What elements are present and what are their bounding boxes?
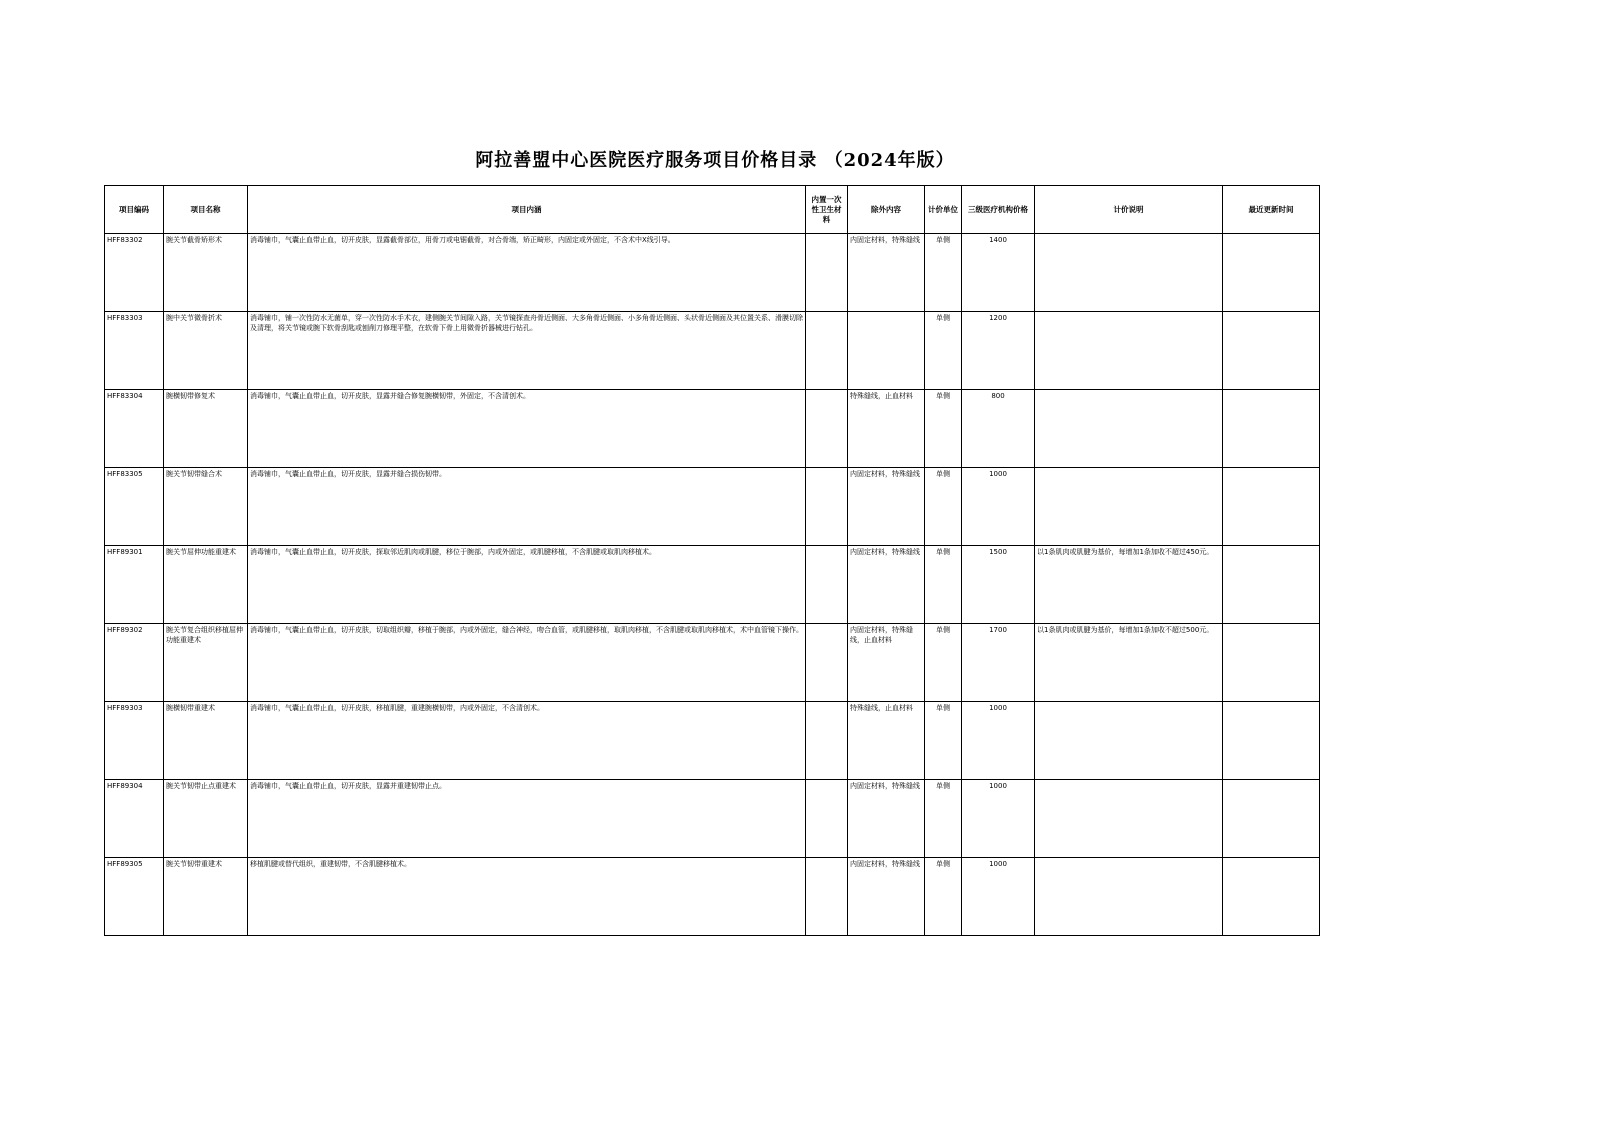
- item-code-cell: HFF83304: [105, 390, 164, 468]
- item-material-cell: [806, 234, 848, 312]
- item-price-cell: 1000: [962, 858, 1035, 936]
- item-updated-cell: [1223, 312, 1320, 390]
- item-excluded-cell: [848, 312, 925, 390]
- item-note-cell: 以1条肌肉或肌腱为基价，每增加1条加收不超过450元。: [1035, 546, 1223, 624]
- item-code-cell: HFF83302: [105, 234, 164, 312]
- item-name-cell: 腕中关节微骨折术: [164, 312, 248, 390]
- item-code-cell: HFF89301: [105, 546, 164, 624]
- item-excluded-cell: 内固定材料，特殊缝线: [848, 858, 925, 936]
- item-name-cell: 腕横韧带修复术: [164, 390, 248, 468]
- col-header-note: 计价说明: [1035, 186, 1223, 234]
- item-updated-cell: [1223, 780, 1320, 858]
- item-code-cell: HFF89302: [105, 624, 164, 702]
- table-header: [105, 186, 1320, 234]
- item-note-cell: [1035, 312, 1223, 390]
- item-unit-cell: 单侧: [925, 780, 962, 858]
- item-material-cell: [806, 624, 848, 702]
- item-note-cell: [1035, 390, 1223, 468]
- item-updated-cell: [1223, 546, 1320, 624]
- item-content-cell: 移植肌腱或替代组织，重建韧带，不含肌腱移植术。: [248, 858, 806, 936]
- item-code-cell: HFF89303: [105, 702, 164, 780]
- item-unit-cell: 单侧: [925, 390, 962, 468]
- item-unit-cell: 单侧: [925, 624, 962, 702]
- item-code-cell: HFF83303: [105, 312, 164, 390]
- col-header-updated: 最近更新时间: [1223, 186, 1320, 234]
- item-unit-cell: 单侧: [925, 546, 962, 624]
- item-material-cell: [806, 858, 848, 936]
- col-header-content: 项目内涵: [248, 186, 806, 234]
- item-updated-cell: [1223, 234, 1320, 312]
- table-row: [105, 468, 1320, 546]
- item-code-cell: HFF89304: [105, 780, 164, 858]
- item-price-cell: 1700: [962, 624, 1035, 702]
- table-row: [105, 234, 1320, 312]
- item-unit-cell: 单侧: [925, 234, 962, 312]
- item-name-cell: 腕关节韧带重建术: [164, 858, 248, 936]
- table-row: [105, 546, 1320, 624]
- item-note-cell: 以1条肌肉或肌腱为基价，每增加1条加收不超过500元。: [1035, 624, 1223, 702]
- item-updated-cell: [1223, 468, 1320, 546]
- col-header-code: 项目编码: [105, 186, 164, 234]
- item-excluded-cell: 特殊缝线，止血材料: [848, 390, 925, 468]
- item-excluded-cell: 内固定材料，特殊缝线: [848, 780, 925, 858]
- table-row: [105, 390, 1320, 468]
- item-updated-cell: [1223, 624, 1320, 702]
- item-price-cell: 1000: [962, 702, 1035, 780]
- item-content-cell: 消毒铺巾，铺一次性防水无菌单，穿一次性防水手术衣，建侧腕关节间隙入路，关节镜探查舟骨近侧面、大多角骨近侧面、小多角骨近侧面、头状骨近侧面及其位置关系、滑膜切除及清理，将关节镜或腕下软骨刮匙或刨削刀修理平整，在软骨下骨上用微骨折器械进行钻孔。: [248, 312, 806, 390]
- item-excluded-cell: 内固定材料，特殊缝线，止血材料: [848, 624, 925, 702]
- item-updated-cell: [1223, 702, 1320, 780]
- item-updated-cell: [1223, 390, 1320, 468]
- table-row: [105, 624, 1320, 702]
- col-header-name: 项目名称: [164, 186, 248, 234]
- price-catalog-table: [104, 185, 1320, 936]
- item-content-cell: 消毒铺巾，气囊止血带止血，切开皮肤，移植肌腱，重建腕横韧带，内或外固定，不含清创术。: [248, 702, 806, 780]
- item-price-cell: 1000: [962, 468, 1035, 546]
- item-unit-cell: 单侧: [925, 468, 962, 546]
- item-excluded-cell: 内固定材料，特殊缝线: [848, 468, 925, 546]
- item-excluded-cell: 特殊缝线，止血材料: [848, 702, 925, 780]
- item-note-cell: [1035, 234, 1223, 312]
- col-header-unit: 计价单位: [925, 186, 962, 234]
- table-body: [105, 234, 1320, 936]
- item-note-cell: [1035, 780, 1223, 858]
- item-name-cell: 腕关节韧带止点重建术: [164, 780, 248, 858]
- item-name-cell: 腕横韧带重建术: [164, 702, 248, 780]
- item-content-cell: 消毒铺巾，气囊止血带止血，切开皮肤，切取组织瓣，移植于腕部，内或外固定，缝合神经，吻合血管，或肌腱移植，取肌肉移植，不含肌腱或取肌肉移植术，术中血管镜下操作。: [248, 624, 806, 702]
- item-excluded-cell: 内固定材料，特殊缝线: [848, 546, 925, 624]
- item-material-cell: [806, 702, 848, 780]
- item-price-cell: 800: [962, 390, 1035, 468]
- item-material-cell: [806, 390, 848, 468]
- item-material-cell: [806, 468, 848, 546]
- table-row: [105, 702, 1320, 780]
- item-material-cell: [806, 780, 848, 858]
- table-row: [105, 312, 1320, 390]
- item-excluded-cell: 内固定材料，特殊缝线: [848, 234, 925, 312]
- item-price-cell: 1200: [962, 312, 1035, 390]
- item-material-cell: [806, 546, 848, 624]
- item-content-cell: 消毒铺巾，气囊止血带止血，切开皮肤，显露并缝合损伤韧带。: [248, 468, 806, 546]
- item-code-cell: HFF89305: [105, 858, 164, 936]
- item-unit-cell: 单侧: [925, 702, 962, 780]
- col-header-material: 内置一次性卫生材料: [806, 186, 848, 234]
- item-price-cell: 1000: [962, 780, 1035, 858]
- item-updated-cell: [1223, 858, 1320, 936]
- item-name-cell: 腕关节韧带缝合术: [164, 468, 248, 546]
- item-content-cell: 消毒铺巾，气囊止血带止血，切开皮肤，探取邻近肌肉或肌腱，移位于腕部，内或外固定，或肌腱移植，不含肌腱或取肌肉移植术。: [248, 546, 806, 624]
- table-row: [105, 780, 1320, 858]
- item-unit-cell: 单侧: [925, 858, 962, 936]
- item-price-cell: 1500: [962, 546, 1035, 624]
- item-note-cell: [1035, 858, 1223, 936]
- item-material-cell: [806, 312, 848, 390]
- item-code-cell: HFF83305: [105, 468, 164, 546]
- table-row: [105, 858, 1320, 936]
- item-content-cell: 消毒铺巾，气囊止血带止血，切开皮肤，显露截骨部位，用骨刀或电锯截骨，对合骨端，矫正畸形，内固定或外固定，不含术中X线引导。: [248, 234, 806, 312]
- item-name-cell: 腕关节截骨矫形术: [164, 234, 248, 312]
- item-note-cell: [1035, 468, 1223, 546]
- item-price-cell: 1400: [962, 234, 1035, 312]
- page-title: 阿拉善盟中心医院医疗服务项目价格目录 （2024年版）: [475, 150, 955, 171]
- col-header-price: 三级医疗机构价格: [962, 186, 1035, 234]
- item-content-cell: 消毒铺巾，气囊止血带止血，切开皮肤，显露并重建韧带止点。: [248, 780, 806, 858]
- header-row: [105, 186, 1320, 234]
- item-name-cell: 腕关节屈伸功能重建术: [164, 546, 248, 624]
- item-note-cell: [1035, 702, 1223, 780]
- item-name-cell: 腕关节复合组织移植屈伸功能重建术: [164, 624, 248, 702]
- item-content-cell: 消毒铺巾，气囊止血带止血，切开皮肤，显露并缝合修复腕横韧带，外固定，不含清创术。: [248, 390, 806, 468]
- col-header-excluded: 除外内容: [848, 186, 925, 234]
- item-unit-cell: 单侧: [925, 312, 962, 390]
